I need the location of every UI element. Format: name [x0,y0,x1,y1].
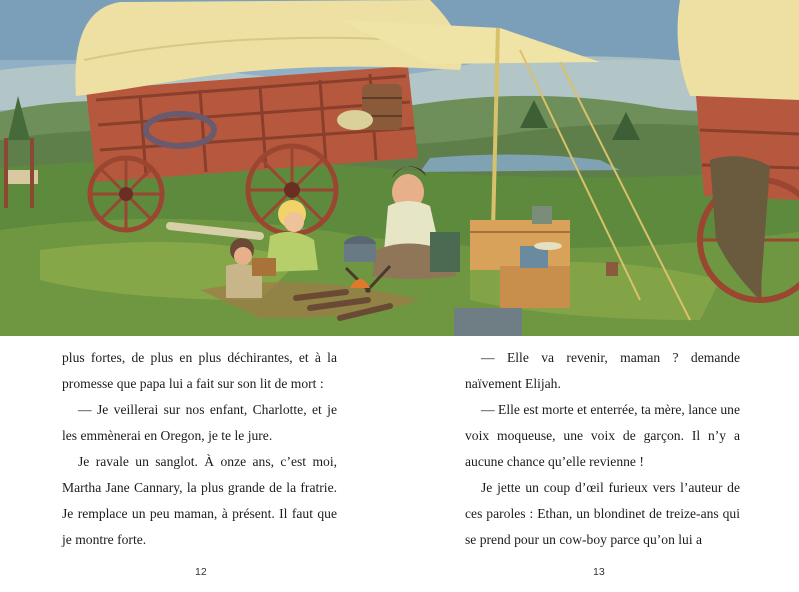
page-number-right: 13 [593,566,605,578]
right-page-text [465,345,740,553]
paragraph: Je ravale un sanglot. À onze ans, c’est moi, Martha Jane Cannary, la plus grande de la fratrie. Je remplace un peu maman, à présent. Il faut que je montre forte. [62,454,337,547]
paragraph: — Elle est morte et enterrée, ta mère, lance une voix moqueuse, une voix de garçon. Il n’y a aucune chance qu’elle revienne ! [465,402,740,469]
paragraph: Je jette un coup d’œil furieux vers l’auteur de ces paroles : Ethan, un blondinet de treize-ans qui se prend pour un cow-boy parce qu’on lui a [465,480,740,547]
paragraph: — Je veillerai sur nos enfant, Charlotte, et je les emmènerai en Oregon, je te le jure. [62,402,337,443]
page-number-left: 12 [195,566,207,578]
left-page-text [62,345,337,553]
paragraph: — Elle va revenir, maman ? demande naïvement Elijah. [465,350,740,391]
paragraph: plus fortes, de plus en plus déchirantes, et à la promesse que papa lui a fait sur son lit de mort : [62,350,337,391]
